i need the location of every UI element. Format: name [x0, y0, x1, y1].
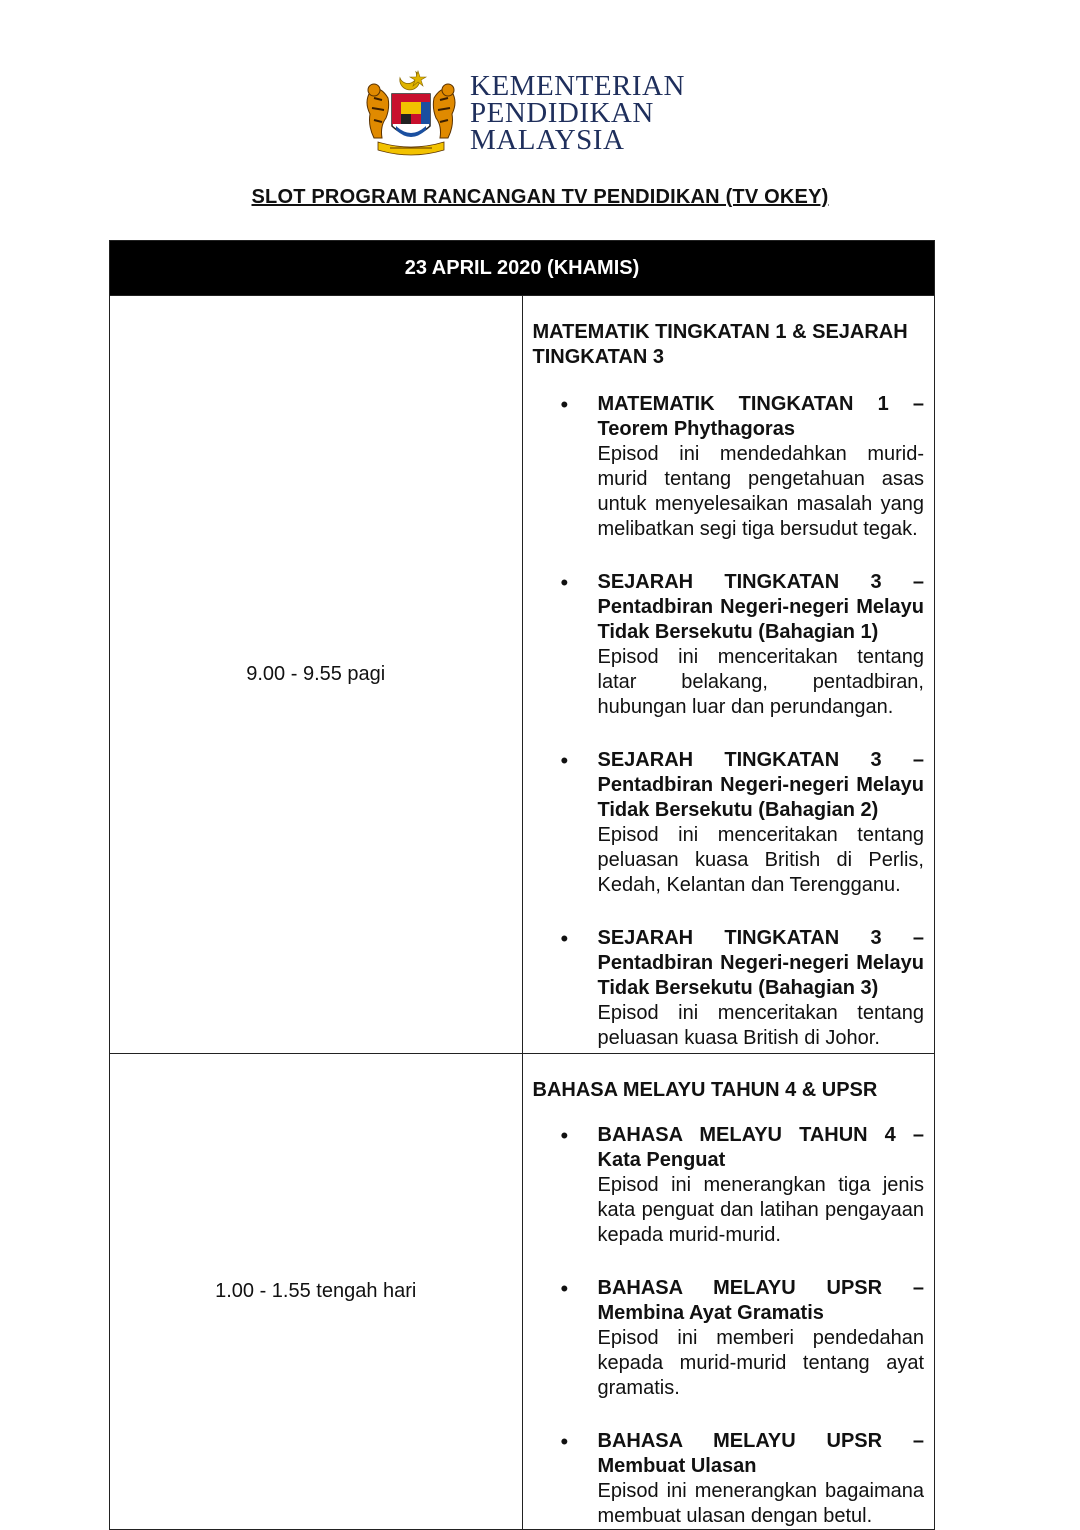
slot-title: BAHASA MELAYU TAHUN 4 & UPSR [532, 1079, 878, 1101]
list-item [533, 1123, 925, 1248]
episode-description: Episod ini mendedahkan murid-murid tentang pengetahuan asas untuk menyelesaikan masalah yang melibatkan segi tiga bersudut tegak. [597, 443, 924, 540]
episode-title: • SEJARAH TINGKATAN 3 – Pentadbiran Negeri-negeri Melayu Tidak Bersekutu (Bahagian 2) [597, 749, 924, 821]
episode-list [533, 1123, 925, 1529]
list-item [533, 392, 925, 542]
slot-title: MATEMATIK TINGKATAN 1 & SEJARAH TINGKATAN 3 [532, 321, 908, 368]
list-item [533, 1276, 925, 1401]
date-header: 23 APRIL 2020 (KHAMIS) [110, 241, 935, 296]
ministry-line-2: PENDIDIKAN [470, 96, 654, 129]
episode-title: • SEJARAH TINGKATAN 3 – Pentadbiran Negeri-negeri Melayu Tidak Bersekutu (Bahagian 1) [597, 571, 924, 643]
ministry-name [470, 69, 685, 156]
slot-time: 1.00 - 1.55 tengah hari [110, 1054, 523, 1530]
episode-title: • BAHASA MELAYU TAHUN 4 – Kata Penguat [597, 1124, 924, 1171]
date-header-row [110, 241, 935, 296]
episode-description: Episod ini menceritakan tentang latar belakang, pentadbiran, hubungan luar dan perundangan. [597, 646, 924, 718]
episode-list [533, 392, 925, 1051]
episode-title: • BAHASA MELAYU UPSR – Membina Ayat Gramatis [597, 1277, 924, 1324]
ministry-line-3: MALAYSIA [470, 123, 625, 156]
episode-description: Episod ini menerangkan tiga jenis kata penguat dan latihan pengayaan kepada murid-murid. [597, 1174, 924, 1246]
malaysia-coat-of-arms-icon [360, 68, 462, 158]
table-row [110, 1054, 935, 1530]
slot-content [522, 296, 935, 1054]
episode-title: • BAHASA MELAYU UPSR – Membuat Ulasan [597, 1430, 924, 1477]
episode-description: Episod ini menceritakan tentang peluasan kuasa British di Johor. [597, 1002, 924, 1049]
slot-content [522, 1054, 935, 1530]
episode-description: Episod ini menerangkan bagaimana membuat ulasan dengan betul. [597, 1480, 924, 1527]
list-item [533, 570, 925, 720]
episode-title: • MATEMATIK TINGKATAN 1 – Teorem Phythagoras [597, 393, 924, 440]
episode-description: Episod ini memberi pendedahan kepada murid-murid tentang ayat gramatis. [597, 1327, 924, 1399]
list-item [533, 1429, 925, 1529]
episode-description: Episod ini menceritakan tentang peluasan kuasa British di Perlis, Kedah, Kelantan dan Terengganu. [597, 824, 924, 896]
document-title: SLOT PROGRAM RANCANGAN TV PENDIDIKAN (TV OKEY) [251, 186, 829, 208]
ministry-line-1: KEMENTERIAN [470, 69, 685, 102]
ministry-header [360, 68, 685, 158]
slot-time: 9.00 - 9.55 pagi [110, 296, 523, 1054]
episode-title: • SEJARAH TINGKATAN 3 – Pentadbiran Negeri-negeri Melayu Tidak Bersekutu (Bahagian 3) [597, 927, 924, 999]
list-item [533, 748, 925, 898]
schedule-table [109, 240, 935, 1530]
table-row [110, 296, 935, 1054]
list-item [533, 926, 925, 1051]
